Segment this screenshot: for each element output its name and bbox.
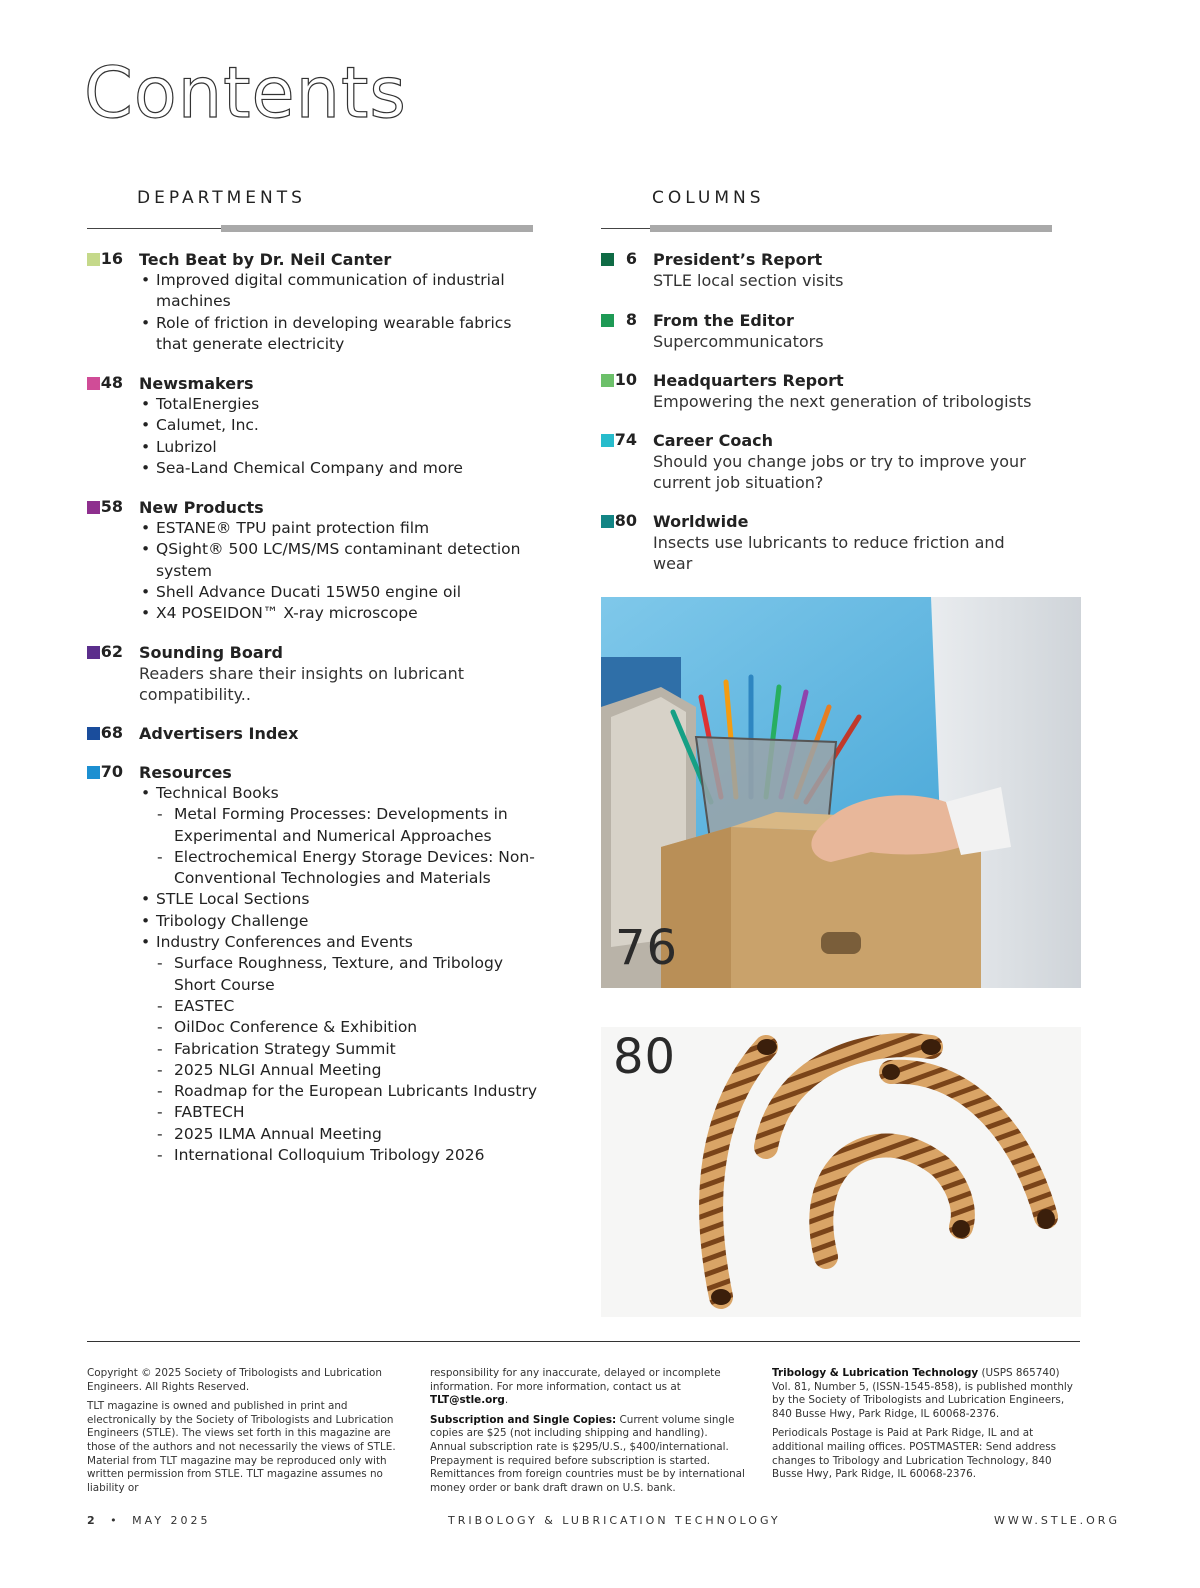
- list-item: • ESTANE® TPU paint protection film: [139, 518, 537, 539]
- page-number: 68: [100, 723, 123, 742]
- page-number: 48: [100, 373, 123, 392]
- page-number: 2: [87, 1514, 98, 1527]
- subscription-label: Subscription and Single Copies:: [430, 1413, 617, 1426]
- column-description: Empowering the next generation of tribologists: [653, 392, 1032, 411]
- page-number: 62: [100, 642, 123, 661]
- magazine-name: TRIBOLOGY & LUBRICATION TECHNOLOGY: [448, 1514, 781, 1527]
- list-item: • Role of friction in developing wearable fabrics that generate electricity: [139, 313, 537, 356]
- postage-text: Periodicals Postage is Paid at Park Ridge, IL and at additional mailing offices. POSTMASTER: Send address changes to Tribology and Lubrication Technology, 840 Busse Hwy, Park Ridge, IL 60068-2376.: [772, 1427, 1057, 1481]
- columns-heading: COLUMNS: [652, 188, 765, 208]
- column-entry[interactable]: [601, 249, 1041, 291]
- list-item: - Metal Forming Processes: Developments in Experimental and Numerical Approaches: [139, 804, 537, 847]
- list-item: - 2025 NLGI Annual Meeting: [139, 1060, 537, 1081]
- list-item: • Technical Books: [139, 783, 537, 804]
- page-number: 16: [100, 249, 123, 268]
- department-title[interactable]: Newsmakers: [139, 374, 254, 393]
- page-number: 10: [614, 370, 637, 389]
- period: .: [504, 1394, 509, 1407]
- column-title[interactable]: President’s Report: [653, 250, 823, 269]
- department-title[interactable]: Tech Beat by Dr. Neil Canter: [139, 250, 392, 269]
- departments-heading: DEPARTMENTS: [137, 188, 306, 208]
- departments-rule: [87, 225, 533, 232]
- column-entry[interactable]: [601, 370, 1041, 412]
- list-item: • Improved digital communication of industrial machines: [139, 270, 537, 313]
- column-title[interactable]: Worldwide: [653, 512, 749, 531]
- department-entry[interactable]: [87, 723, 537, 744]
- department-entry[interactable]: [87, 762, 537, 1166]
- footer-rule: [87, 1341, 1080, 1342]
- department-entry[interactable]: [87, 497, 537, 624]
- columns-rule: [601, 225, 1052, 232]
- list-item: - Electrochemical Energy Storage Devices: Non-Conventional Technologies and Materials: [139, 847, 537, 890]
- column-title[interactable]: Career Coach: [653, 431, 773, 450]
- page-title: Contents: [84, 52, 407, 134]
- department-title[interactable]: Advertisers Index: [139, 724, 299, 743]
- responsibility-text: responsibility for any inaccurate, delayed or incomplete information. For more information, contact us at: [430, 1367, 721, 1393]
- department-description: Readers share their insights on lubricant compatibility..: [139, 664, 465, 704]
- column-entry[interactable]: [601, 511, 1041, 574]
- list-item: • Industry Conferences and Events: [139, 932, 537, 953]
- page-number: 58: [100, 497, 123, 516]
- list-item: • TotalEnergies: [139, 394, 537, 415]
- list-item: • Shell Advance Ducati 15W50 engine oil: [139, 582, 537, 603]
- footer-subscription: [430, 1367, 746, 1501]
- list-item: • Tribology Challenge: [139, 911, 537, 932]
- page-number: 74: [614, 430, 637, 449]
- subscription-text: Current volume single copies are $25 (not including shipping and handling). Annual subscription rate is $295/U.S., $400/international. Prepayment is required before subscription is started. Remittances from foreign countries must be by international money order or bank draft drawn on U.S. bank.: [430, 1413, 745, 1494]
- career-coach-photo[interactable]: [601, 597, 1081, 988]
- separator-dot: •: [110, 1514, 120, 1527]
- list-item: - Fabrication Strategy Summit: [139, 1039, 537, 1060]
- publication-text: (USPS 865740) Vol. 81, Number 5, (ISSN-1545-858), is published monthly by the Society of Tribologists and Lubrication Engineers, 840 Busse Hwy, Park Ridge, IL 60068-2376.: [772, 1367, 1073, 1420]
- contact-email-link[interactable]: TLT@stle.org: [430, 1394, 505, 1407]
- list-item: • STLE Local Sections: [139, 889, 537, 910]
- column-entry[interactable]: [601, 310, 1041, 352]
- list-item: • QSight® 500 LC/MS/MS contaminant detection system: [139, 539, 537, 582]
- career-coach-page-number: 76: [615, 920, 679, 976]
- column-description: STLE local section visits: [653, 271, 844, 290]
- list-item: - FABTECH: [139, 1102, 537, 1123]
- column-description: Should you change jobs or try to improve your current job situation?: [653, 452, 1026, 492]
- issue-date: MAY 2025: [132, 1514, 211, 1527]
- department-entry[interactable]: [87, 373, 537, 479]
- column-entry[interactable]: [601, 430, 1041, 493]
- list-item: • Sea-Land Chemical Company and more: [139, 458, 537, 479]
- worldwide-photo[interactable]: [601, 1027, 1081, 1317]
- worldwide-page-number: 80: [613, 1029, 677, 1085]
- list-item: - OilDoc Conference & Exhibition: [139, 1017, 537, 1038]
- department-title[interactable]: Resources: [139, 763, 232, 782]
- list-item: • Calumet, Inc.: [139, 415, 537, 436]
- page-number: 8: [625, 310, 637, 329]
- department-entry[interactable]: [87, 249, 537, 355]
- website-link[interactable]: WWW.STLE.ORG: [994, 1514, 1120, 1527]
- ownership-text: TLT magazine is owned and published in print and electronically by the Society of Tribologists and Lubrication Engineers (STLE). The views set forth in this magazine are those of the authors and not necessarily the views of STLE. Material from TLT magazine may be reproduced only with written permission from STLE. TLT magazine assumes no liability or: [87, 1400, 396, 1494]
- copyright-text: Copyright © 2025 Society of Tribologists and Lubrication Engineers. All Rights Reserved.: [87, 1367, 382, 1393]
- footer-publication-info: [772, 1367, 1078, 1488]
- department-entry[interactable]: [87, 642, 537, 705]
- department-title[interactable]: Sounding Board: [139, 643, 283, 662]
- list-item: - Roadmap for the European Lubricants Industry: [139, 1081, 537, 1102]
- list-item: - Surface Roughness, Texture, and Tribology Short Course: [139, 953, 537, 996]
- folio-left: [87, 1514, 211, 1527]
- column-description: Insects use lubricants to reduce friction and wear: [653, 533, 1005, 573]
- list-item: - International Colloquium Tribology 2026: [139, 1145, 537, 1166]
- list-item: - 2025 ILMA Annual Meeting: [139, 1124, 537, 1145]
- footer-copyright: [87, 1367, 405, 1501]
- page-number: 80: [614, 511, 637, 530]
- column-title[interactable]: Headquarters Report: [653, 371, 844, 390]
- column-description: Supercommunicators: [653, 332, 824, 351]
- department-title[interactable]: New Products: [139, 498, 264, 517]
- page-number: 6: [625, 249, 637, 268]
- list-item: • Lubrizol: [139, 437, 537, 458]
- column-title[interactable]: From the Editor: [653, 311, 794, 330]
- list-item: • X4 POSEIDON™ X-ray microscope: [139, 603, 537, 624]
- list-item: - EASTEC: [139, 996, 537, 1017]
- page-number: 70: [100, 762, 123, 781]
- publication-name: Tribology & Lubrication Technology: [772, 1367, 979, 1379]
